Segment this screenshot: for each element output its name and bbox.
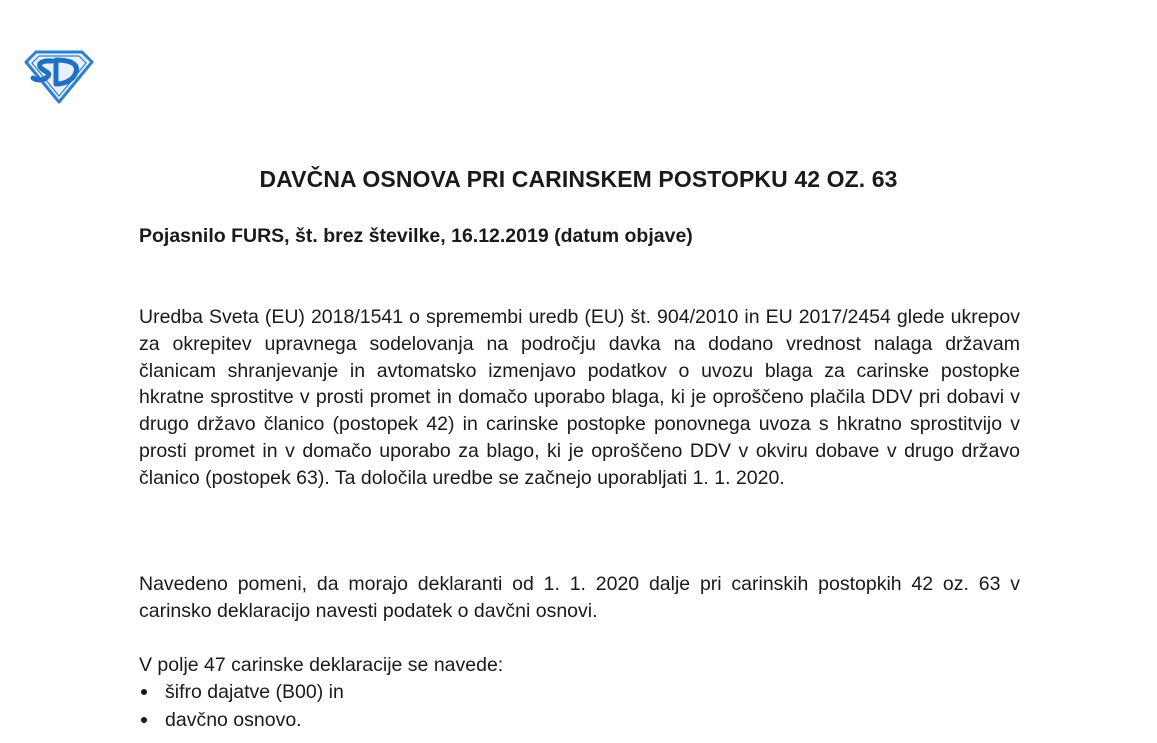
paragraph-meaning: Navedeno pomeni, da morajo deklaranti od 1. 1. 2020 dalje pri carinskih postopkih 42 oz. 63 v carinsko deklaracijo navesti podatek o davčni osnovi. (139, 573, 1020, 622)
bullet-list (139, 678, 344, 734)
document-title: DAVČNA OSNOVA PRI CARINSKEM POSTOPKU 42 OZ. 63 (259, 166, 898, 192)
document-subtitle: Pojasnilo FURS, št. brez številke, 16.12.2019 (datum objave) (139, 225, 693, 247)
list-item-text: šifro dajatve (B00) in (165, 681, 344, 703)
list-item (139, 706, 344, 734)
list-item (139, 678, 344, 706)
paragraph-regulation: Uredba Sveta (EU) 2018/1541 o spremembi uredb (EU) št. 904/2010 in EU 2017/2454 glede ukrepov za okrepitev upravnega sodelovanja na področju davka na dodano vrednost nalaga državam članicam shranjevanje in avtomatsko izmenjavo podatkov o uvozu blaga za carinske postopke hkratne sprostitve v prosti promet in domačo uporabo blaga, ki je oproščeno plačila DDV pri dobavi v drugo državo članico (postopek 42) in carinske postopke ponovnega uvoza s hkratno sprostitvijo v prosti promet in v domačo uporabo za blago, ki je oproščeno DDV v okviru dobave v drugo državo članico (postopek 63). Ta določila uredbe se začnejo uporabljati 1. 1. 2020. (139, 306, 1020, 489)
paragraph-field-47: V polje 47 carinske deklaracije se navede: (139, 654, 504, 676)
bullet-icon (141, 689, 147, 695)
company-logo (22, 48, 96, 104)
list-item-text: davčno osnovo. (165, 709, 302, 731)
bullet-icon (141, 717, 147, 723)
